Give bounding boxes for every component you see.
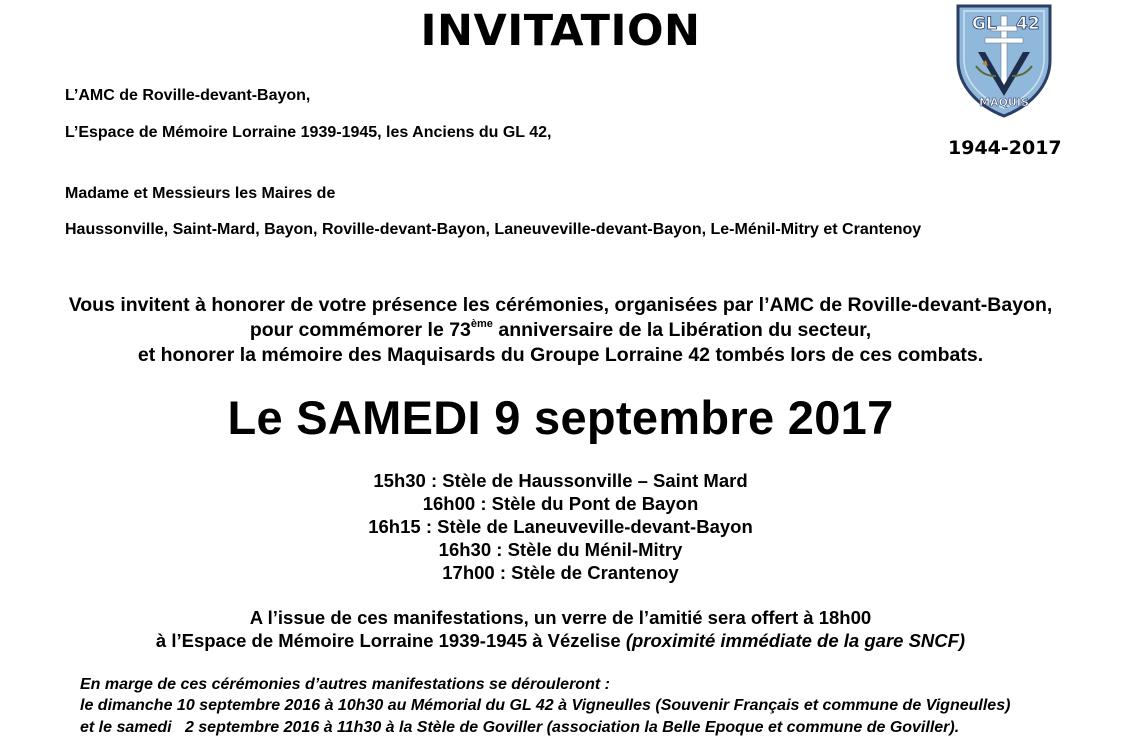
years-label: 1944-2017	[948, 137, 1062, 159]
invitation-line-2-start: pour commémorer le 73	[249, 319, 471, 341]
emblem-top-text: GL	[972, 14, 997, 34]
schedule-item: 16h30 : Stèle du Ménil-Mitry	[438, 539, 683, 560]
invitation-line-2-end: anniversaire de la Libération du secteur,	[492, 319, 872, 341]
emblem-number-text: 42	[1016, 14, 1040, 34]
emblem-bottom-text: MAQUIS	[979, 96, 1029, 109]
schedule-item: 17h00 : Stèle de Crantenoy	[442, 562, 679, 583]
invitation-ordinal-suffix: ème	[470, 318, 493, 330]
reception-location-note: (proximité immédiate de la gare SNCF)	[625, 630, 966, 651]
schedule-item: 16h15 : Stèle de Laneuveville-devant-Bayon	[368, 516, 753, 537]
note-line-intro: En marge de ces cérémonies d’autres manifestations se dérouleront :	[80, 676, 610, 693]
reception-line-1: A l’issue de ces manifestations, un verre de l’amitié sera offert à 18h00	[249, 607, 872, 628]
note-line-vigneulles: le dimanche 10 septembre 2016 à 10h30 au Mémorial du GL 42 à Vigneulles (Souvenir Français et commune de Vigneulles)	[80, 697, 1011, 714]
organizer-line-communes: Haussonville, Saint-Mard, Bayon, Roville-devant-Bayon, Laneuveville-devant-Bayon, Le-Ménil-Mitry et Crantenoy	[65, 221, 922, 238]
organizer-line-maires: Madame et Messieurs les Maires de	[65, 185, 336, 202]
page-title: INVITATION	[420, 6, 701, 56]
event-date-heading: Le SAMEDI 9 septembre 2017	[227, 391, 894, 444]
schedule-item: 15h30 : Stèle de Haussonville – Saint Mard	[373, 470, 748, 491]
gl42-maquis-emblem-icon	[952, 2, 1056, 118]
reception-line-2	[0, 630, 1121, 652]
invitation-line-3: et honorer la mémoire des Maquisards du Groupe Lorraine 42 tombés lors de ces combats.	[137, 344, 984, 366]
organizer-line-amc: L’AMC de Roville-devant-Bayon,	[65, 87, 311, 104]
invitation-line-1: Vous invitent à honorer de votre présence les cérémonies, organisées par l’AMC de Roville-devant-Bayon,	[68, 294, 1053, 316]
organizer-line-espace: L’Espace de Mémoire Lorraine 1939-1945, les Anciens du GL 42,	[65, 124, 552, 141]
schedule-item: 16h00 : Stèle du Pont de Bayon	[422, 493, 699, 514]
reception-location: à l’Espace de Mémoire Lorraine 1939-1945 à Vézelise	[155, 630, 626, 651]
note-line-goviller: et le samedi 2 septembre 2016 à 11h30 à la Stèle de Goviller (association la Belle Epoque et commune de Goviller).	[80, 719, 960, 736]
emblem-graphic	[952, 2, 1056, 118]
invitation-line-2	[0, 319, 1121, 342]
